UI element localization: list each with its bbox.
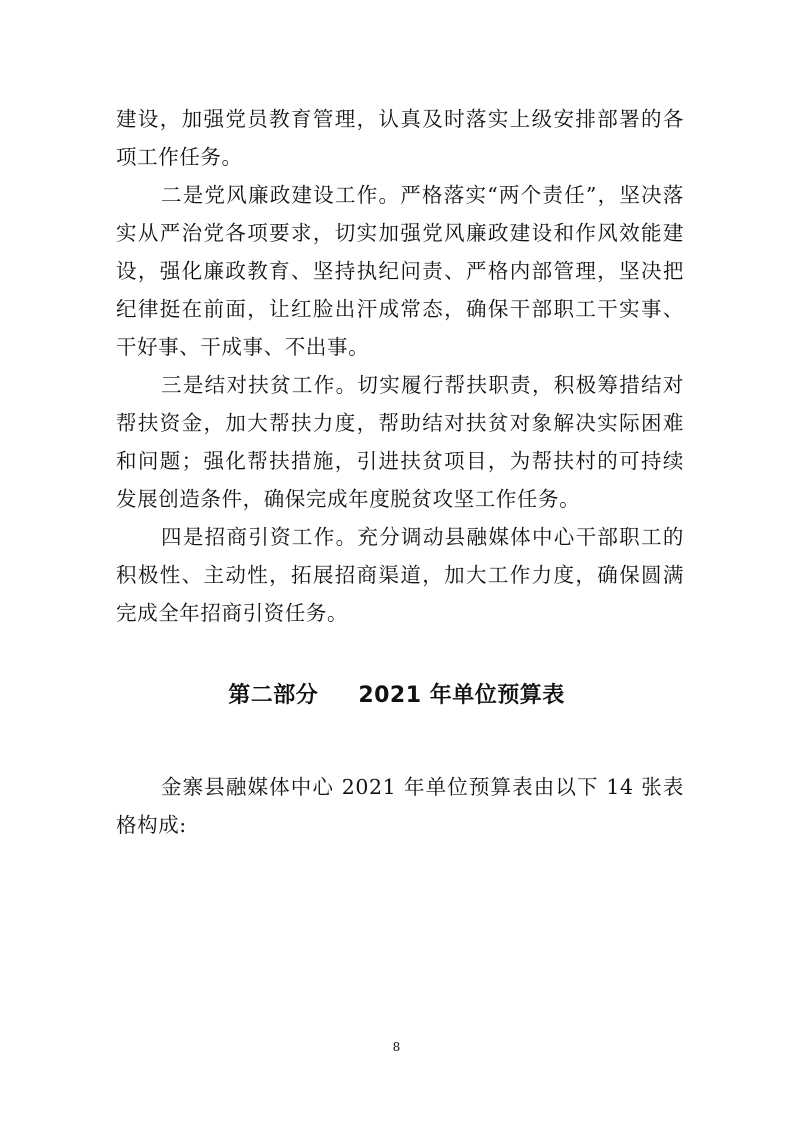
body-text (116, 100, 684, 632)
section-part-label: 第二部分 (228, 683, 319, 708)
section-title: 2021 年单位预算表 (358, 683, 565, 708)
paragraph-investment: 四是招商引资工作。充分调动县融媒体中心干部职工的积极性、主动性，拓展招商渠道，加大工作力度，确保圆满完成全年招商引资任务。 (116, 525, 684, 625)
intro-text-block (116, 768, 684, 844)
intro-paragraph: 金寨县融媒体中心 2021 年单位预算表由以下 14 张表格构成: (116, 775, 684, 837)
section-heading (0, 676, 793, 716)
paragraph-continuation: 建设，加强党员教育管理，认真及时落实上级安排部署的各项工作任务。 (116, 107, 684, 169)
page-number: 8 (392, 1040, 401, 1054)
paragraph-party-conduct: 二是党风廉政建设工作。严格落实“两个责任”，坚决落实从严治党各项要求，切实加强党风廉政建设和作风效能建设，强化廉政教育、坚持执纪问责、严格内部管理，坚决把纪律挺在前面，让红脸出汗成常态，确保干部职工干实事、干好事、干成事、不出事。 (116, 183, 684, 359)
paragraph-poverty-relief: 三是结对扶贫工作。切实履行帮扶职责，积极筹措结对帮扶资金，加大帮扶力度，帮助结对扶贫对象解决实际困难和问题；强化帮扶措施，引进扶贫项目，为帮扶村的可持续发展创造条件，确保完成年度脱贫攻坚工作任务。 (116, 373, 684, 511)
